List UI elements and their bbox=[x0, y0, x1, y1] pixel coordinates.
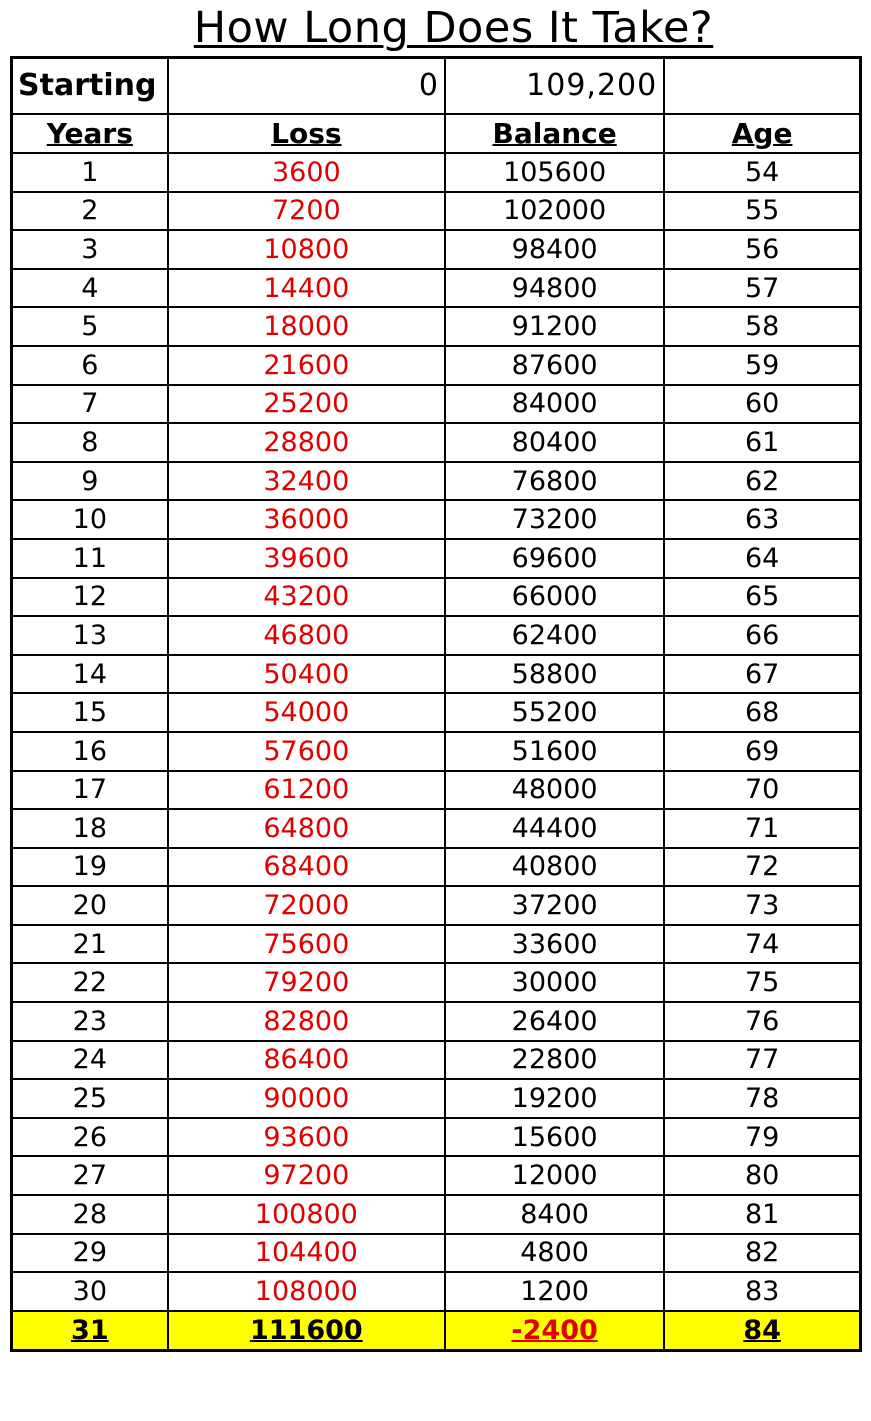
cell-age: 82 bbox=[664, 1234, 860, 1273]
cell-loss: 86400 bbox=[168, 1041, 445, 1080]
cell-loss: 18000 bbox=[168, 307, 445, 346]
cell-loss: 97200 bbox=[168, 1156, 445, 1195]
cell-loss: 104400 bbox=[168, 1234, 445, 1273]
cell-loss: 39600 bbox=[168, 539, 445, 578]
starting-age bbox=[664, 58, 860, 115]
cell-loss: 25200 bbox=[168, 385, 445, 424]
cell-years: 20 bbox=[12, 886, 168, 925]
table-row bbox=[12, 1272, 861, 1311]
starting-loss: 0 bbox=[168, 58, 445, 115]
cell-years: 2 bbox=[12, 192, 168, 231]
cell-balance: 26400 bbox=[445, 1002, 664, 1041]
cell-years: 17 bbox=[12, 771, 168, 810]
column-header-row bbox=[12, 114, 861, 153]
cell-age: 56 bbox=[664, 230, 860, 269]
header-balance: Balance bbox=[445, 114, 664, 153]
cell-age: 57 bbox=[664, 269, 860, 308]
cell-balance: 8400 bbox=[445, 1195, 664, 1234]
cell-age: 54 bbox=[664, 153, 860, 192]
cell-years: 28 bbox=[12, 1195, 168, 1234]
cell-age: 74 bbox=[664, 925, 860, 964]
table-row bbox=[12, 578, 861, 617]
cell-years: 3 bbox=[12, 230, 168, 269]
cell-age: 68 bbox=[664, 693, 860, 732]
cell-loss: 64800 bbox=[168, 809, 445, 848]
cell-years: 29 bbox=[12, 1234, 168, 1273]
table-row bbox=[12, 346, 861, 385]
cell-years: 18 bbox=[12, 809, 168, 848]
cell-years: 8 bbox=[12, 423, 168, 462]
cell-age: 58 bbox=[664, 307, 860, 346]
cell-age: 72 bbox=[664, 848, 860, 887]
table-row bbox=[12, 500, 861, 539]
cell-years: 15 bbox=[12, 693, 168, 732]
cell-balance: 19200 bbox=[445, 1079, 664, 1118]
header-age: Age bbox=[664, 114, 860, 153]
cell-years: 22 bbox=[12, 963, 168, 1002]
table-row bbox=[12, 307, 861, 346]
cell-loss: 108000 bbox=[168, 1272, 445, 1311]
cell-age: 79 bbox=[664, 1118, 860, 1157]
cell-loss: 93600 bbox=[168, 1118, 445, 1157]
cell-age: 80 bbox=[664, 1156, 860, 1195]
table-row bbox=[12, 693, 861, 732]
cell-loss: 61200 bbox=[168, 771, 445, 810]
cell-balance: 30000 bbox=[445, 963, 664, 1002]
cell-age: 69 bbox=[664, 732, 860, 771]
table-row bbox=[12, 1041, 861, 1080]
loss-table bbox=[10, 56, 862, 1352]
table-row bbox=[12, 1002, 861, 1041]
table-row bbox=[12, 1118, 861, 1157]
cell-loss: 21600 bbox=[168, 346, 445, 385]
cell-balance: 98400 bbox=[445, 230, 664, 269]
cell-age: 75 bbox=[664, 963, 860, 1002]
table-row bbox=[12, 462, 861, 501]
final-balance: -2400 bbox=[445, 1311, 664, 1351]
cell-years: 25 bbox=[12, 1079, 168, 1118]
starting-label: Starting bbox=[12, 58, 168, 115]
cell-balance: 55200 bbox=[445, 693, 664, 732]
cell-balance: 44400 bbox=[445, 809, 664, 848]
page-title: How Long Does It Take? bbox=[193, 3, 714, 53]
cell-balance: 33600 bbox=[445, 925, 664, 964]
cell-years: 30 bbox=[12, 1272, 168, 1311]
cell-loss: 54000 bbox=[168, 693, 445, 732]
cell-years: 19 bbox=[12, 848, 168, 887]
cell-years: 12 bbox=[12, 578, 168, 617]
cell-years: 24 bbox=[12, 1041, 168, 1080]
table-row bbox=[12, 963, 861, 1002]
cell-loss: 43200 bbox=[168, 578, 445, 617]
cell-loss: 79200 bbox=[168, 963, 445, 1002]
final-years: 31 bbox=[12, 1311, 168, 1351]
cell-years: 9 bbox=[12, 462, 168, 501]
cell-years: 16 bbox=[12, 732, 168, 771]
table-row bbox=[12, 886, 861, 925]
table-row bbox=[12, 423, 861, 462]
cell-balance: 73200 bbox=[445, 500, 664, 539]
table-row bbox=[12, 848, 861, 887]
cell-loss: 36000 bbox=[168, 500, 445, 539]
table-row bbox=[12, 1156, 861, 1195]
cell-loss: 75600 bbox=[168, 925, 445, 964]
cell-age: 61 bbox=[664, 423, 860, 462]
table-row bbox=[12, 809, 861, 848]
table-row bbox=[12, 1234, 861, 1273]
cell-loss: 82800 bbox=[168, 1002, 445, 1041]
cell-balance: 91200 bbox=[445, 307, 664, 346]
cell-balance: 66000 bbox=[445, 578, 664, 617]
cell-years: 13 bbox=[12, 616, 168, 655]
cell-balance: 1200 bbox=[445, 1272, 664, 1311]
cell-loss: 72000 bbox=[168, 886, 445, 925]
cell-loss: 32400 bbox=[168, 462, 445, 501]
cell-balance: 80400 bbox=[445, 423, 664, 462]
starting-row bbox=[12, 58, 861, 115]
cell-balance: 37200 bbox=[445, 886, 664, 925]
table-row bbox=[12, 771, 861, 810]
table-row bbox=[12, 230, 861, 269]
cell-balance: 87600 bbox=[445, 346, 664, 385]
table-row bbox=[12, 1195, 861, 1234]
table-row bbox=[12, 269, 861, 308]
cell-age: 64 bbox=[664, 539, 860, 578]
cell-age: 83 bbox=[664, 1272, 860, 1311]
table-row bbox=[12, 153, 861, 192]
cell-age: 70 bbox=[664, 771, 860, 810]
table-row bbox=[12, 732, 861, 771]
cell-age: 60 bbox=[664, 385, 860, 424]
cell-balance: 4800 bbox=[445, 1234, 664, 1273]
cell-balance: 22800 bbox=[445, 1041, 664, 1080]
cell-loss: 46800 bbox=[168, 616, 445, 655]
cell-balance: 76800 bbox=[445, 462, 664, 501]
cell-years: 23 bbox=[12, 1002, 168, 1041]
table-body bbox=[12, 58, 861, 1351]
cell-balance: 15600 bbox=[445, 1118, 664, 1157]
cell-age: 76 bbox=[664, 1002, 860, 1041]
cell-years: 1 bbox=[12, 153, 168, 192]
starting-balance: 109,200 bbox=[445, 58, 664, 115]
cell-balance: 105600 bbox=[445, 153, 664, 192]
header-loss: Loss bbox=[168, 114, 445, 153]
table-row bbox=[12, 192, 861, 231]
cell-loss: 14400 bbox=[168, 269, 445, 308]
cell-balance: 12000 bbox=[445, 1156, 664, 1195]
cell-balance: 58800 bbox=[445, 655, 664, 694]
cell-years: 26 bbox=[12, 1118, 168, 1157]
cell-years: 10 bbox=[12, 500, 168, 539]
cell-loss: 100800 bbox=[168, 1195, 445, 1234]
cell-balance: 69600 bbox=[445, 539, 664, 578]
cell-loss: 50400 bbox=[168, 655, 445, 694]
cell-balance: 48000 bbox=[445, 771, 664, 810]
cell-age: 78 bbox=[664, 1079, 860, 1118]
cell-loss: 7200 bbox=[168, 192, 445, 231]
cell-loss: 3600 bbox=[168, 153, 445, 192]
cell-loss: 10800 bbox=[168, 230, 445, 269]
cell-balance: 94800 bbox=[445, 269, 664, 308]
cell-years: 14 bbox=[12, 655, 168, 694]
cell-age: 65 bbox=[664, 578, 860, 617]
cell-age: 81 bbox=[664, 1195, 860, 1234]
final-highlight-row bbox=[12, 1311, 861, 1351]
cell-balance: 62400 bbox=[445, 616, 664, 655]
cell-balance: 40800 bbox=[445, 848, 664, 887]
cell-age: 73 bbox=[664, 886, 860, 925]
cell-loss: 57600 bbox=[168, 732, 445, 771]
cell-years: 4 bbox=[12, 269, 168, 308]
cell-years: 6 bbox=[12, 346, 168, 385]
cell-loss: 90000 bbox=[168, 1079, 445, 1118]
cell-balance: 102000 bbox=[445, 192, 664, 231]
cell-years: 21 bbox=[12, 925, 168, 964]
cell-years: 11 bbox=[12, 539, 168, 578]
table-row bbox=[12, 616, 861, 655]
final-age: 84 bbox=[664, 1311, 860, 1351]
cell-age: 59 bbox=[664, 346, 860, 385]
final-loss: 111600 bbox=[168, 1311, 445, 1351]
cell-age: 62 bbox=[664, 462, 860, 501]
cell-age: 63 bbox=[664, 500, 860, 539]
cell-balance: 51600 bbox=[445, 732, 664, 771]
cell-years: 27 bbox=[12, 1156, 168, 1195]
table-row bbox=[12, 539, 861, 578]
cell-age: 77 bbox=[664, 1041, 860, 1080]
cell-balance: 84000 bbox=[445, 385, 664, 424]
table-row bbox=[12, 925, 861, 964]
table-row bbox=[12, 1079, 861, 1118]
cell-years: 5 bbox=[12, 307, 168, 346]
header-years: Years bbox=[12, 114, 168, 153]
cell-age: 71 bbox=[664, 809, 860, 848]
table-row bbox=[12, 655, 861, 694]
cell-age: 66 bbox=[664, 616, 860, 655]
cell-years: 7 bbox=[12, 385, 168, 424]
cell-loss: 68400 bbox=[168, 848, 445, 887]
cell-age: 55 bbox=[664, 192, 860, 231]
cell-loss: 28800 bbox=[168, 423, 445, 462]
cell-age: 67 bbox=[664, 655, 860, 694]
table-row bbox=[12, 385, 861, 424]
